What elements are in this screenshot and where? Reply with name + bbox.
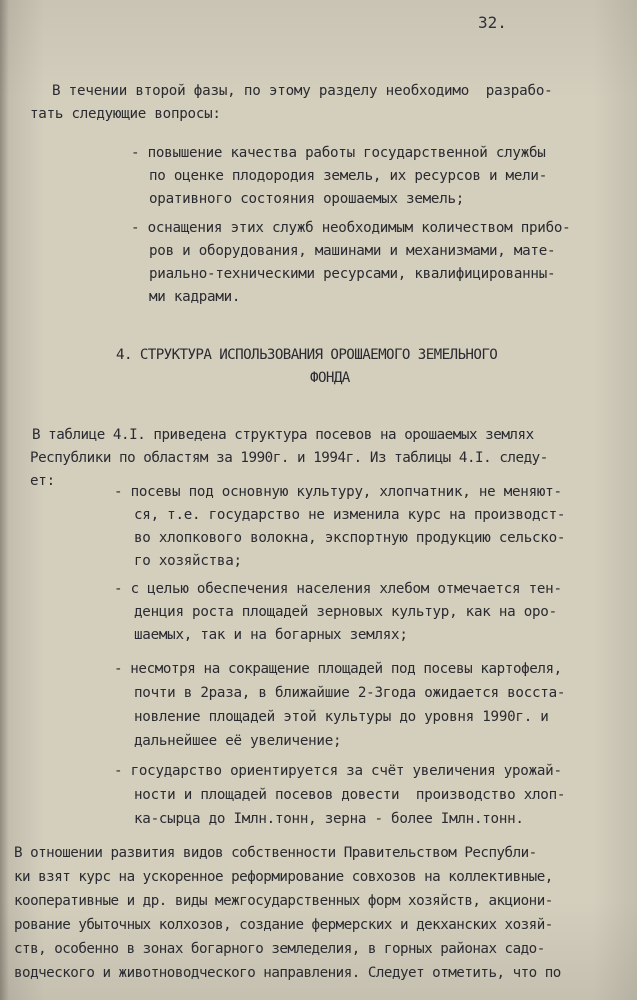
table-bullet-line: дальнейшее её увеличение; <box>134 733 342 749</box>
intro-line: В течении второй фазы, по этому разделу необходимо разрабо- <box>52 83 553 99</box>
page-number: 32. <box>478 13 507 32</box>
phase-bullet-line: риально-техническими ресурсами, квалифицированны- <box>149 266 556 282</box>
section-heading: ФОНДА <box>310 370 350 386</box>
table-bullet-line: ся, т.е. государство не изменила курс на производст- <box>134 507 566 523</box>
phase-bullet-line: ров и оборудования, машинами и механизмами, мате- <box>149 243 556 259</box>
table-bullet-line: денция роста площадей зерновых культур, как на оро- <box>134 604 557 620</box>
final-paragraph-line: водческого и животноводческого направления. Следует отметить, что по <box>14 965 561 981</box>
final-paragraph-line: В отношении развития видов собственности Правительством Республи- <box>14 845 537 861</box>
table-bullet-line: во хлопкового волокна, экспортную продукцию сельско- <box>134 530 566 546</box>
table-bullet-line: новление площадей этой культуры до уровня 1990г. и <box>134 709 549 725</box>
final-paragraph-line: кооперативные и др. виды межгосударственных форм хозяйств, акциони- <box>14 893 553 909</box>
final-paragraph-line: ки взят курс на ускоренное реформирование совхозов на коллективные, <box>14 869 553 885</box>
table-bullet-line: шаемых, так и на богарных землях; <box>134 627 408 643</box>
final-paragraph-line: ств, особенно в зонах богарного земледелия, в горных районах садо- <box>14 941 545 957</box>
phase-bullet-line: оративного состояния орошаемых земель; <box>149 191 465 207</box>
table-bullet-line: ка-сырца до Iмлн.тонн, зерна - более Iмлн.тонн. <box>134 811 524 827</box>
table-bullet-line: - государство ориентируется за счёт увеличения урожай- <box>114 763 562 779</box>
table-bullet-line: - несмотря на сокращение площадей под посевы картофеля, <box>114 661 562 677</box>
table-bullet-line: ности и площадей посевов довести производство хлоп- <box>134 787 566 803</box>
table-intro-line: ет: <box>30 473 55 489</box>
phase-bullet-line: ми кадрами. <box>149 289 241 305</box>
table-intro-line: Республики по областям за 1990г. и 1994г. Из таблицы 4.I. следу- <box>30 450 548 466</box>
table-bullet-line: - посевы под основную культуру, хлопчатник, не меняют- <box>114 484 562 500</box>
phase-bullet-line: - оснащения этих служб необходимым количеством прибо- <box>131 220 571 236</box>
intro-line: тать следующие вопросы: <box>30 106 221 122</box>
section-heading: 4. СТРУКТУРА ИСПОЛЬЗОВАНИЯ ОРОШАЕМОГО ЗЕМЕЛЬНОГО <box>116 347 498 363</box>
table-bullet-line: - с целью обеспечения населения хлебом отмечается тен- <box>114 581 562 597</box>
table-bullet-line: почти в 2раза, в ближайшие 2-3года ожидается восста- <box>134 685 566 701</box>
page-edge-shadow <box>0 0 9 1000</box>
final-paragraph-line: рование убыточных колхозов, создание фермерских и декханских хозяй- <box>14 917 553 933</box>
table-intro-line: В таблице 4.I. приведена структура посевов на орошаемых землях <box>32 427 534 443</box>
phase-bullet-line: - повышение качества работы государственной службы <box>131 145 546 161</box>
phase-bullet-line: по оценке плодородия земель, их ресурсов и мели- <box>149 168 547 184</box>
table-bullet-line: го хозяйства; <box>134 553 242 569</box>
